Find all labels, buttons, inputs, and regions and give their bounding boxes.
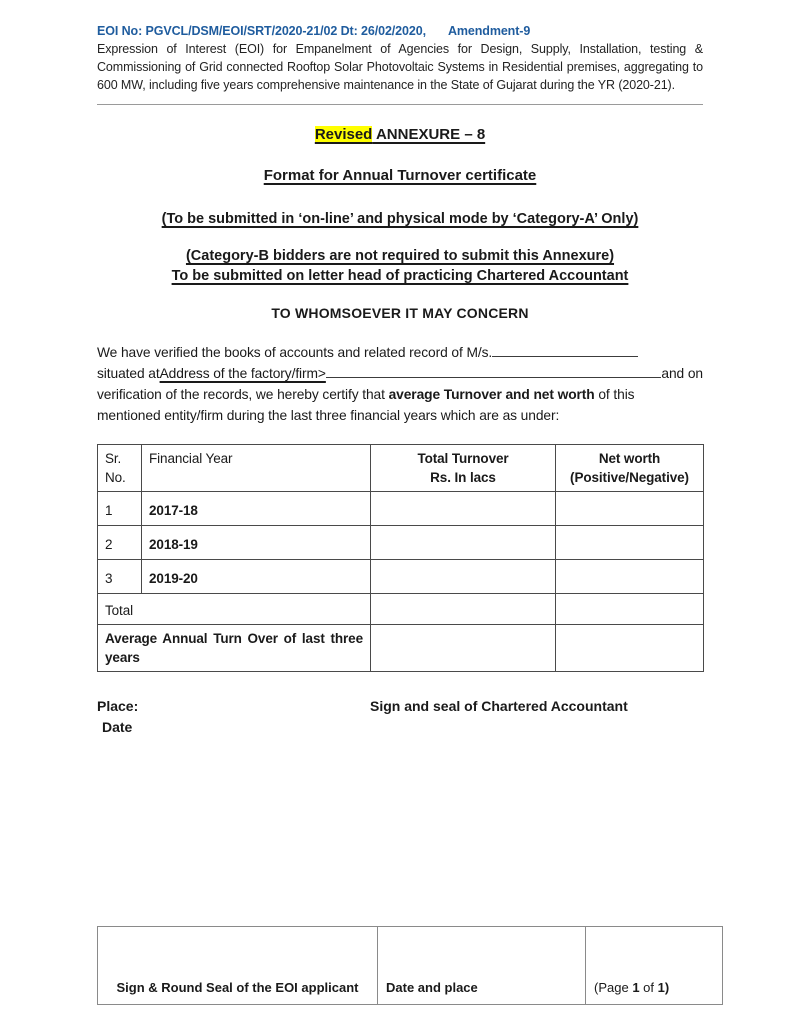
revised-highlight: Revised — [314, 126, 373, 143]
submission-mode-text: (To be submitted in ‘on-line’ and physical mode by ‘Category-A’ Only) — [161, 211, 639, 227]
year-cell: 2019-20 — [142, 560, 371, 594]
line2-suffix: and on — [661, 366, 703, 381]
table-row — [98, 526, 704, 560]
sr-cell: 3 — [98, 560, 142, 594]
eoi-description: Expression of Interest (EOI) for Empanelment of Agencies for Design, Supply, Installation, testing & Commissioning of Grid connected Rooftop Solar Photovoltaic Systems in Residential premises, aggregating to 600 MW, including five years comprehensive maintenance in the State of Gujarat during the YR (2020-21). — [97, 42, 703, 92]
amendment-label: Amendment-9 — [447, 24, 531, 38]
networth-cell — [556, 492, 704, 526]
year-cell: 2017-18 — [142, 492, 371, 526]
average-networth-cell — [556, 625, 704, 672]
line3-bold-phrase: average Turnover and net worth — [388, 387, 595, 402]
header-net-worth: Net worth (Positive/Negative) — [556, 445, 704, 492]
certification-paragraph — [97, 342, 703, 426]
place-label: Place: — [97, 698, 139, 714]
annexure-title — [97, 125, 703, 144]
footer-page-cell — [586, 927, 723, 1005]
total-networth-cell — [556, 594, 704, 625]
header-divider — [97, 104, 703, 105]
table-row — [98, 560, 704, 594]
header-sr-no: Sr. No. — [98, 445, 142, 492]
year-cell: 2018-19 — [142, 526, 371, 560]
total-turnover-cell — [371, 594, 556, 625]
sr-cell: 2 — [98, 526, 142, 560]
header-total-turnover: Total Turnover Rs. In lacs — [371, 445, 556, 492]
submission-mode-note — [97, 210, 703, 229]
paragraph-line-1 — [97, 342, 703, 363]
category-b-note — [97, 246, 703, 286]
company-name-blank — [492, 343, 638, 357]
average-turnover-cell — [371, 625, 556, 672]
annexure-title-rest: ANNEXURE – 8 — [372, 126, 486, 143]
total-row — [98, 594, 704, 625]
footer-date-place-cell: Date and place — [378, 927, 586, 1005]
turnover-table — [97, 444, 704, 672]
total-label-cell: Total — [98, 594, 371, 625]
footer-sign-seal-cell: Sign & Round Seal of the EOI applicant — [98, 927, 378, 1005]
header-financial-year: Financial Year — [142, 445, 371, 492]
page-middle: of — [639, 980, 658, 995]
networth-cell — [556, 560, 704, 594]
line1-text: We have verified the books of accounts and related record of M/s. — [97, 345, 493, 360]
turnover-cell — [371, 560, 556, 594]
table-row — [98, 492, 704, 526]
address-placeholder: Address of the factory/firm> — [159, 366, 326, 381]
paragraph-line-2 — [97, 363, 703, 384]
page-prefix: (Page — [594, 980, 633, 995]
line2-prefix: situated at — [97, 366, 160, 381]
format-title-text: Format for Annual Turnover certificate — [263, 167, 537, 184]
place-and-sign-row — [97, 696, 703, 717]
signature-block — [97, 696, 703, 738]
line3-suffix: of this — [594, 387, 635, 402]
ca-sign-label: Sign and seal of Chartered Accountant — [370, 698, 628, 714]
paragraph-line-4: mentioned entity/firm during the last three financial years which are as under: — [97, 408, 560, 423]
page-total: 1) — [657, 980, 670, 995]
turnover-cell — [371, 526, 556, 560]
document-header — [97, 22, 703, 105]
eoi-number: EOI No: PGVCL/DSM/EOI/SRT/2020-21/02 Dt: 26/02/2020, — [97, 24, 426, 38]
footer-row — [98, 927, 723, 1005]
letterhead-note-text: To be submitted on letter head of practicing Chartered Accountant — [171, 268, 629, 284]
line3-prefix: verification of the records, we hereby certify that — [97, 387, 389, 402]
salutation: TO WHOMSOEVER IT MAY CONCERN — [271, 305, 529, 321]
eoi-reference-line — [97, 22, 703, 40]
average-row — [98, 625, 704, 672]
address-blank — [326, 364, 662, 378]
page-number: 1 — [632, 980, 640, 995]
average-label-cell: Average Annual Turn Over of last three years — [98, 625, 371, 672]
sr-cell: 1 — [98, 492, 142, 526]
networth-cell — [556, 526, 704, 560]
annexure-title-text — [315, 126, 485, 143]
paragraph-line-3 — [97, 384, 703, 405]
table-header-row — [98, 445, 704, 492]
date-label: Date — [102, 719, 133, 735]
turnover-cell — [371, 492, 556, 526]
footer-table — [97, 926, 723, 1005]
category-b-text: (Category-B bidders are not required to submit this Annexure) — [185, 248, 615, 264]
format-title — [97, 166, 703, 185]
